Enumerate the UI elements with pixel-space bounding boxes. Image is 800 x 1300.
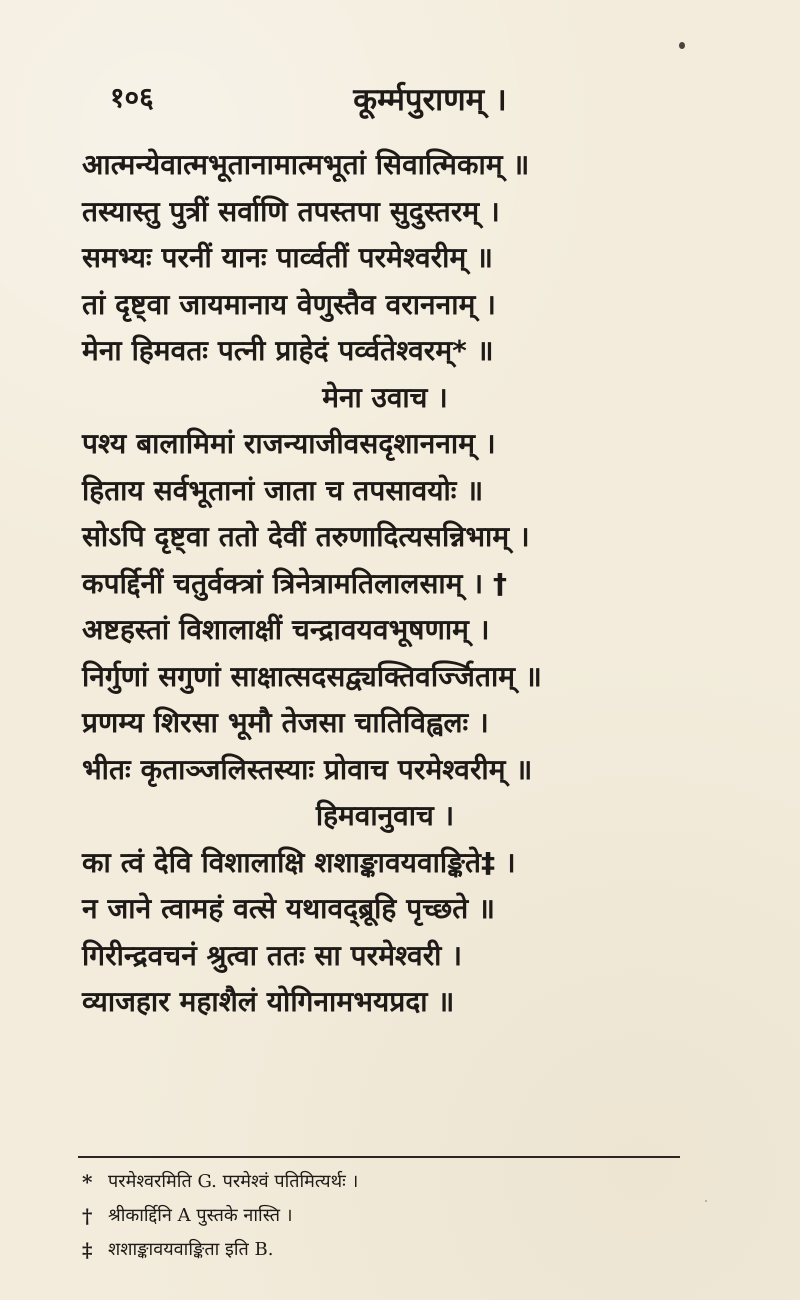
speaker-line: मेना उवाच ।	[322, 380, 448, 414]
footnote	[82, 1165, 642, 1199]
verse-line: समभ्यः परनीं यानः पार्व्वतीं परमेश्वरीम् ॥	[82, 241, 494, 274]
footnote-text: परमेश्वरमिति G. परमेश्वं पतिमित्यर्थः ।	[108, 1171, 359, 1192]
verse-line: सोऽपि दृष्ट्वा ततो देवीं तरुणादित्यसन्निभाम् ।	[82, 520, 530, 553]
page-header	[110, 78, 680, 118]
page-number: १०६	[110, 81, 154, 114]
verse-line: भीतः कृताञ्जलिस्तस्याः प्रोवाच परमेश्वरीम् ॥	[82, 752, 533, 786]
verse-line: पश्य बालामिमां राजन्याजीवसदृशाननाम् ।	[82, 427, 496, 460]
footnote-text: शशाङ्कावयवाङ्किता इति B.	[108, 1239, 274, 1260]
verse-line: गिरीन्द्रवचनं श्रुत्वा ततः सा परमेश्वरी ।	[82, 938, 463, 972]
footnote-mark: ‡	[82, 1238, 93, 1262]
ink-spot	[679, 42, 685, 49]
footnote-mark: *	[82, 1170, 93, 1194]
footnote-text: श्रीकार्द्दिनि A पुस्तके नास्ति ।	[108, 1205, 293, 1226]
main-text	[82, 142, 688, 1026]
verse-line: कपर्द्दिनीं चतुर्वक्त्रां त्रिनेत्रामतिलालसाम् । †	[82, 566, 508, 600]
verse-line: प्रणम्य शिरसा भूमौ तेजसा चातिविह्वलः ।	[82, 706, 489, 739]
footnote	[82, 1233, 642, 1267]
footnote-rule	[78, 1156, 680, 1158]
footnote-mark: †	[82, 1204, 93, 1228]
verse-line: अष्टहस्तां विशालाक्षीं चन्द्रावयवभूषणाम् ।	[82, 613, 490, 646]
verse-line: आत्मन्येवात्मभूतानामात्मभूतां सिवात्मिकाम् ॥	[82, 148, 530, 181]
footnote	[82, 1199, 642, 1233]
speaker-line: हिमवानुवाच ।	[315, 799, 455, 832]
verse-line: हिताय सर्वभूतानां जाता च तपसावयोः ॥	[82, 473, 484, 507]
verse-line: न जाने त्वामहं वत्से यथावद्ब्रूहि पृच्छते ॥	[82, 892, 496, 925]
verse-line: मेना हिमवतः पत्नी प्राहेदं पर्व्वतेश्वरम्* ॥	[82, 334, 494, 367]
running-title: कूर्म्मपुराणम् ।	[353, 82, 507, 118]
verse-line: व्याजहार महाशैलं योगिनामभयप्रदा ॥	[82, 985, 455, 1018]
verse-line: निर्गुणां सगुणां साक्षात्सदसद्व्यक्तिवर्ज्जिताम् ॥	[82, 659, 542, 693]
footnotes	[82, 1165, 642, 1267]
verse-line: तस्यास्तु पुत्रीं सर्वाणि तपस्तपा सुदुस्तरम् ।	[82, 194, 500, 228]
verse-line: तां दृष्ट्वा जायमानाय वेणुस्तैव वराननाम् ।	[82, 287, 496, 321]
paper-speck	[705, 1200, 707, 1202]
verse-line: का त्वं देवि विशालाक्षि शशाङ्कावयवाङ्किते‡ ।	[82, 845, 516, 879]
